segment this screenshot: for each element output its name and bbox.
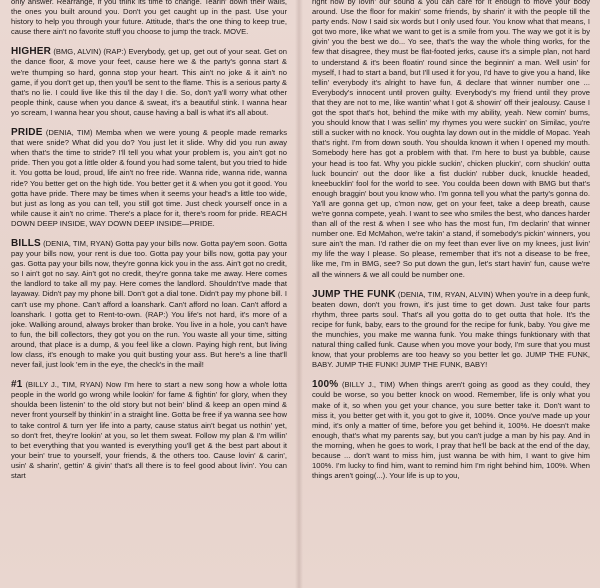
song-bills [11,239,287,370]
lyrics-jump-the-funk: When you're in a deep funk, beaten down, don't you frown, it's just time to get down. Just take four parts rhythm, three parts soul. That's all you gotta do to get outta that hole. It's the recipe for funk, baby, ears to the ground for the recipe for funk, baby. You give me the munchies, you make me wanna funk. You make things funktionary with that natural thing called funk. Cause when you move your body, I'm sure that you must know, that your problems are too heavy so you better let go. JUMP THE FUNK, BABY. JUMP THE FUNK! JUMP THE FUNK, BABY! [312,289,590,370]
song-credits-jump-the-funk: (DENIA, TIM, RYAN, ALVIN) [397,289,494,299]
song-title-number-one: #1 [11,379,23,391]
intro-text-right: right now by lovin' our sound & you can care for it enough to move your body around. Use the floor for makin' some friends, by sharin' it with the people till the party ends. Now I said six words but I only used four. You know what that means, I got two more, like what we want to get is a smile from you. The way we got it is by givin' you the best we do... Yo see, that's the way the whole thing works, for the few that disagree, they must be flat-footed jerks, cause it's a simple plan, not hard to understand & it's been floatin' round since the beginnin' a man. Well usin' for myself, I had to start a band, but I'll used it for you, I'd have to give you a hand, like tellin' everybody it's alright to have fun, & declare that winner number one ... Everybody's innocent until proven guilty. Everybody's my friend until they prove that they are not to me, like wantin' what I got & showin' off their jealousy. Cause I got the spot that's hot, behind the mike with my ability, yeah. New comin' bums, you should know that I was sellin' my rhymes you were suckin' on Similac, you're still a sucker with no knock. You oughta lay down out in the middle of Mopac. Yeah that's right. I'm from down south. You shoulda known it when I opened my mouth. Somebody here has got a problem with that. I'm here to bust ya bubble, cause your head is too fat. Why you pickle suckin', chicken pluckin', corn shuckin' outta luck bouncin' out the door like a fist duckin' rubber duck, knuckle headed, kneebucklin' fool for the world to see. You coulda been down with BMG but that's enough braggin' bout you know who. I'm gonna tell you what the party's gonna do. Ya'll are gonna get up, c'mon now, get on your feet, take a deep breath, cause we're gonna compete, yeah. I want to see who smiles the best, who dances harder than all of the rest & when I see who has the most fun, I'm declarin' that winner number one. Ed McMahon, we're takin' a stand, if somebody's pickin' winners, you sure ain't the man. I'd rather die on my feet than ever live on my knees, just livin' my life the way I please. So please, remember that it's not a disease to be free, like me, I'm in BMG, see? So put down the gun, let's start havin' fun, cause we're all the winners & we all could be number one. [312,0,590,279]
lyrics-bills: Gotta pay your bills now. Gotta pay'em soon. Gotta pay your bills now, your rent is due too. Gotta pay your bills now, gotta pay your gas. Gotta pay your bills now, they're gonna kick you in the ass. Ain't got no credit, so I ain't got no say. Ain't got no credit, they're gonna take me away. Here comes the landlord to take all my pay. Here comes the landlord. Shouldn't've made that layaway. Didn't pay my phone bill. Don't got a dial tone. Didn't pay my phone bill. I can't use my phone. Can't afford a loanshark. Can't afford no loan. Can't afford a loanshark. I gotta get to Rent-to-own. (RAP:) You life's not hard, it's more of a joke. Walking around, always broker than broke. You live in a hole, you can't have to fun, the bill collectors, they got you on the run. You waste all your time, sitting around, that place is a dump, & you feel like a clown. Paying high rent, but living low class, it's enough to make you quit busting your ass. But here's a line that'll never fail, just look 'em in the eye, the check's in the mail! [11,238,287,370]
lyrics-hundred-percent: When things aren't going as good as they could, they could be worse, so you better knock on wood. Remember, life is only what you make of it, so when you get your chance, you sure better take it. Don't want to miss it, you better get with it, you got to give it, 100%. Once you've made up your mind, it's only a matter of time, before you get behind it, 100%. He doesn't make enough, that's what my parents say, but you can't judge a man by his pay. And in the morning, when he goes to work, I pray that he'll be back at the end of the day, because ... don't want to miss him, just wanna be with him, I want to give him 100%. I'm lucky to find him, want to remind him I'm right behind him, 100%. When things aren't going(...). Your life is up to you, [312,380,590,481]
song-title-bills: BILLS [11,237,41,249]
lyrics-number-one: Now I'm here to start a new song how a whole lotta people in the world go wrong while lookin' for fame & fightin' for glory, when they shoulda been listenin' to the old story but not bein' blind & keep an open mind & never front yourself by thinkin' in a straight line. Gotta be free if ya wanna see how to take control & turn yer life into a party, cause status ain't begat us nothin' yet, so don't fret, they're lookin' at you, so let them sweat. Follow my plan & I'm willin' to bet everything that you wanted is everything you'll get & the best part about it your bein' true to yourself, your friends, & the others too. Cause lovin' & carin', usin' & sharin', gettin' & givin' that's all there is to feel good about livin'. You can start [11,380,287,481]
lyrics-pride: Memba when we were young & people made remarks that were snide? What did you do? You just let it slide. Why did you run away when that's the time to stride? I'll tell you what your problem is, you ain't got no pride. Then you got a little older & found you had some talent, but you tried to hide it. You gotta be loud, proud, life ain't no free ride. Wanna ride, wanna ride, wanna ride? You better get on the high tide. You better get it & when you got it good. You gotta have pride. There may be times when it seems your head's a little too wide, but just as long as you can tell, you still got time. Just check yourself once in a while cause it ain't no crime. There's a place for it, there's room for pride. REACH DOWN DEEP INSIDE, WAY DOWN DEEP INSIDE—PRIDE. [11,128,287,228]
intro-text-left: only answer. Rearrange, if you think its time to change. Tearin' down their walls, the ones you built around you. Don't you get caught up in the past. Use your history to help you through your future. Attitude, that's the one thing to keep true, cause there ain't no favorite stuff you choose to jump the track. MOVE. [11,0,287,37]
song-title-pride: PRIDE [11,127,43,139]
song-credits-number-one: (BILLY J., TIM, RYAN) [25,380,103,390]
song-hundred-percent [312,380,590,481]
page-fold [295,0,303,588]
intro-paragraph-left [11,0,287,37]
song-number-one [11,380,287,481]
intro-paragraph-right [312,0,590,280]
song-credits-hundred-percent: (BILLY J., TIM) [341,380,396,390]
song-title-hundred-percent: 100% [312,379,339,391]
song-credits-higher: (BMG, ALVIN) (RAP:) [53,47,127,57]
song-title-jump-the-funk: JUMP THE FUNK [312,288,396,300]
song-jump-the-funk [312,290,590,371]
left-column [11,0,287,588]
song-credits-bills: (DENIA, TIM, RYAN) [43,238,114,248]
song-higher [11,47,287,118]
right-column [312,0,590,588]
song-pride [11,128,287,229]
song-credits-pride: (DENIA, TIM) [45,128,93,138]
song-title-higher: HIGHER [11,46,52,58]
lyrics-higher: Everybody, get up, get out of your seat. Get on the dance floor, & move your feet, cause here we & the party's gonna start & we're thumping so hard, gonna stop your heart. This ain't no joke & it ain't no game, if you don't get up, then you'll be sent to the flame. This is a serious party & that's no lie. I could live like this til the day I die. So, don't ya'll worry what other people think, cause when you dance & sweat, it's a beautiful stink. I wanna hear yo scream, I wanna hear you shout, cause having a ball is what it's all about. [11,47,287,117]
